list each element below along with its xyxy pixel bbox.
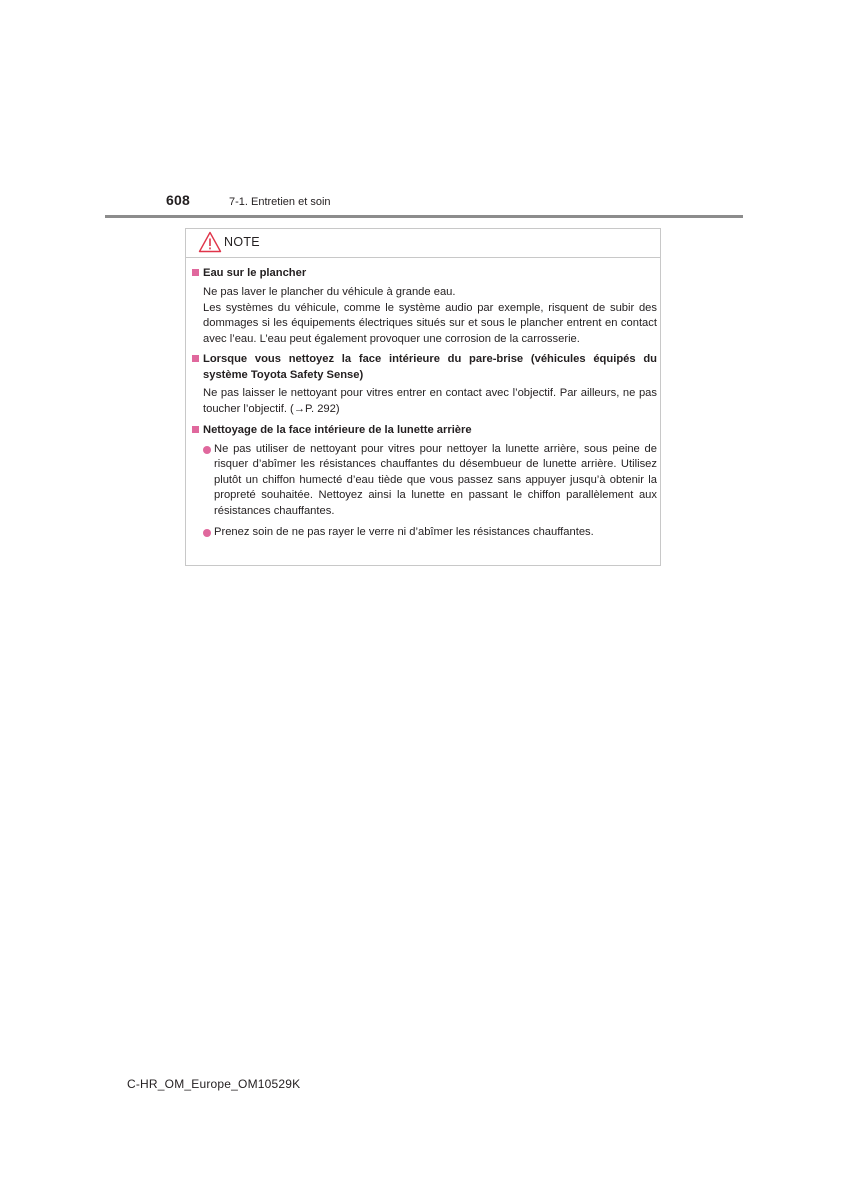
note-body: [186, 265, 662, 540]
paragraph: Ne pas laisser le nettoyant pour vitres entrer en contact avec l’objectif. Par ailleurs, ne pas toucher l’objectif. (→P. 292): [203, 387, 657, 415]
page-number: 608: [166, 192, 190, 208]
warning-triangle-icon: [198, 231, 222, 253]
paragraph: Les systèmes du véhicule, comme le système audio par exemple, risquent de subir des dommages si les équipements électriques situés sur et sous le plancher entrent en contact avec l’eau. L’eau peut également provoquer une corrosion de la carrosserie.: [203, 301, 657, 345]
note-title: NOTE: [224, 235, 260, 249]
square-bullet-icon: [192, 355, 199, 362]
document-code: C-HR_OM_Europe_OM10529K: [127, 1077, 301, 1091]
note-box: [185, 228, 661, 566]
list-item: Ne pas utiliser de nettoyant pour vitres pour nettoyer la lunette arrière, sous peine de risquer d’abîmer les résistances chauffantes du désembueur de lunette arrière. Utilisez plutôt un chiffon humecté d’eau tiède que vous passez sans appuyer jusqu’à obtenir la propreté souhaitée. Nettoyez ainsi la lunette en passant le chiffon parallèlement aux résistances chauffantes.: [186, 442, 662, 520]
list-item: Prenez soin de ne pas rayer le verre ni d’abîmer les résistances chauffantes.: [186, 525, 662, 541]
round-bullet-icon: [203, 529, 211, 537]
note-header: [186, 229, 660, 258]
square-bullet-icon: [192, 269, 199, 276]
section-heading: Eau sur le plancher: [186, 265, 662, 281]
round-bullet-icon: [203, 446, 211, 454]
header-rule: [105, 215, 743, 218]
paragraph: Ne pas laver le plancher du véhicule à grande eau.: [203, 286, 456, 298]
section-heading: Nettoyage de la face intérieure de la lunette arrière: [186, 422, 662, 438]
section-title: 7-1. Entretien et soin: [229, 196, 331, 208]
section-heading: Lorsque vous nettoyez la face intérieure du pare-brise (véhicules équipés du système Toyota Safety Sense): [186, 351, 662, 383]
square-bullet-icon: [192, 426, 199, 433]
